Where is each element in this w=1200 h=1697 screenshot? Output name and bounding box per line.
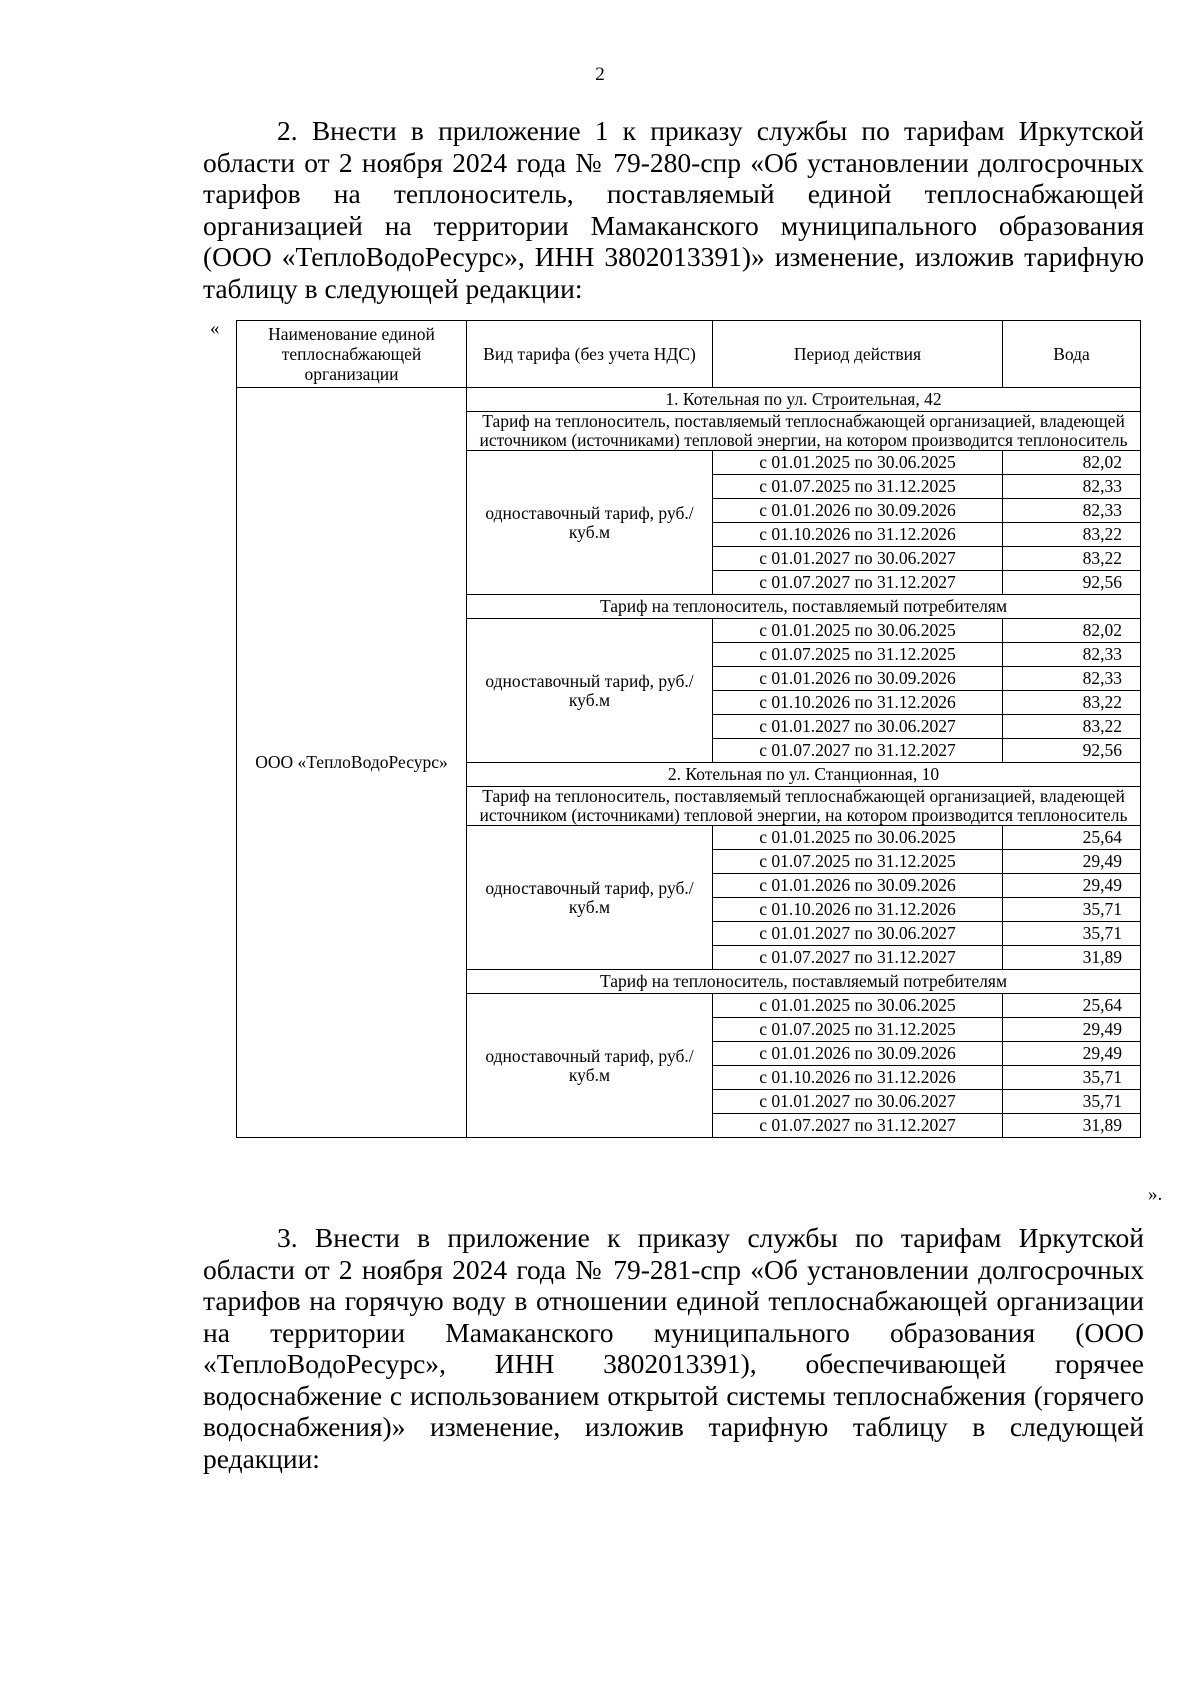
- water-value-cell: 25,64: [1003, 826, 1141, 850]
- group-caption: Тариф на теплоноситель, поставляемый потребителям: [467, 970, 1141, 994]
- water-value-cell: 29,49: [1003, 1018, 1141, 1042]
- tariff-type-cell: одноставочный тариф, руб./куб.м: [467, 619, 713, 763]
- water-value-cell: 82,02: [1003, 619, 1141, 643]
- group-caption: Тариф на теплоноситель, поставляемый теплоснабжающей организацией, владеющей источником (источниками) тепловой энергии, на котором производится теплоноситель: [467, 412, 1141, 451]
- water-value-cell: 35,71: [1003, 922, 1141, 946]
- paragraph-3-text: 3. Внести в приложение к приказу службы по тарифам Иркутской области от 2 ноября 2024 года № 79-281-спр «Об установлении долгосрочных тарифов на горячую воду в отношении единой теплоснабжающей организации на территории Мамаканского муниципального образования (ООО «ТеплоВодоРесурс», ИНН 3802013391), обеспечивающей горячее водоснабжение с использованием открытой системы теплоснабжения (горячего водоснабжения)» изменение, изложив тарифную таблицу в следующей редакции:: [203, 1222, 1144, 1474]
- organization-cell: ООО «ТеплоВодоРесурс»: [237, 388, 467, 1138]
- period-cell: с 01.07.2027 по 31.12.2027: [713, 946, 1003, 970]
- table-header-row: [237, 321, 1141, 388]
- period-cell: с 01.01.2027 по 30.06.2027: [713, 922, 1003, 946]
- period-cell: с 01.07.2027 по 31.12.2027: [713, 739, 1003, 763]
- paragraph-3: [203, 1222, 1144, 1474]
- water-value-cell: 83,22: [1003, 715, 1141, 739]
- water-value-cell: 92,56: [1003, 739, 1141, 763]
- period-cell: с 01.01.2026 по 30.09.2026: [713, 499, 1003, 523]
- header-organization: Наименование единой теплоснабжающей организации: [237, 321, 467, 388]
- water-value-cell: 82,33: [1003, 667, 1141, 691]
- period-cell: с 01.10.2026 по 31.12.2026: [713, 898, 1003, 922]
- section-title-row: [237, 388, 1141, 412]
- water-value-cell: 35,71: [1003, 898, 1141, 922]
- water-value-cell: 83,22: [1003, 523, 1141, 547]
- period-cell: с 01.01.2025 по 30.06.2025: [713, 826, 1003, 850]
- water-value-cell: 82,33: [1003, 499, 1141, 523]
- water-value-cell: 83,22: [1003, 547, 1141, 571]
- group-caption: Тариф на теплоноситель, поставляемый теплоснабжающей организацией, владеющей источником (источниками) тепловой энергии, на котором производится теплоноситель: [467, 787, 1141, 826]
- water-value-cell: 29,49: [1003, 874, 1141, 898]
- water-value-cell: 25,64: [1003, 994, 1141, 1018]
- water-value-cell: 92,56: [1003, 571, 1141, 595]
- paragraph-2-text: 2. Внести в приложение 1 к приказу службы по тарифам Иркутской области от 2 ноября 2024 года № 79-280-спр «Об установлении долгосрочных тарифов на теплоноситель, поставляемый единой теплоснабжающей организацией на территории Мамаканского муниципального образования (ООО «ТеплоВодоРесурс», ИНН 3802013391)» изменение, изложив тарифную таблицу в следующей редакции:: [203, 115, 1144, 304]
- period-cell: с 01.01.2026 по 30.09.2026: [713, 1042, 1003, 1066]
- water-value-cell: 82,02: [1003, 451, 1141, 475]
- tariff-type-cell: одноставочный тариф, руб./куб.м: [467, 994, 713, 1138]
- water-value-cell: 29,49: [1003, 850, 1141, 874]
- period-cell: с 01.07.2025 по 31.12.2025: [713, 1018, 1003, 1042]
- header-tariff-type: Вид тарифа (без учета НДС): [467, 321, 713, 388]
- water-value-cell: 35,71: [1003, 1066, 1141, 1090]
- page-number: 2: [595, 64, 605, 85]
- water-value-cell: 82,33: [1003, 643, 1141, 667]
- period-cell: с 01.01.2025 по 30.06.2025: [713, 994, 1003, 1018]
- period-cell: с 01.01.2027 по 30.06.2027: [713, 1090, 1003, 1114]
- period-cell: с 01.07.2027 по 31.12.2027: [713, 571, 1003, 595]
- tariff-type-cell: одноставочный тариф, руб./куб.м: [467, 826, 713, 970]
- period-cell: с 01.01.2026 по 30.09.2026: [713, 667, 1003, 691]
- period-cell: с 01.07.2027 по 31.12.2027: [713, 1114, 1003, 1138]
- water-value-cell: 29,49: [1003, 1042, 1141, 1066]
- water-value-cell: 35,71: [1003, 1090, 1141, 1114]
- tariff-table-body: [237, 388, 1141, 1138]
- section-title: 1. Котельная по ул. Строительная, 42: [467, 388, 1141, 412]
- section-title: 2. Котельная по ул. Станционная, 10: [467, 763, 1141, 787]
- period-cell: с 01.01.2025 по 30.06.2025: [713, 619, 1003, 643]
- water-value-cell: 82,33: [1003, 475, 1141, 499]
- header-water: Вода: [1003, 321, 1141, 388]
- period-cell: с 01.01.2027 по 30.06.2027: [713, 547, 1003, 571]
- header-period: Период действия: [713, 321, 1003, 388]
- period-cell: с 01.01.2025 по 30.06.2025: [713, 451, 1003, 475]
- tariff-table: [236, 320, 1141, 1138]
- period-cell: с 01.07.2025 по 31.12.2025: [713, 850, 1003, 874]
- period-cell: с 01.10.2026 по 31.12.2026: [713, 523, 1003, 547]
- water-value-cell: 83,22: [1003, 691, 1141, 715]
- quote-close: ».: [1148, 1184, 1163, 1205]
- tariff-type-cell: одноставочный тариф, руб./куб.м: [467, 451, 713, 595]
- period-cell: с 01.07.2025 по 31.12.2025: [713, 475, 1003, 499]
- paragraph-2: [203, 115, 1144, 304]
- period-cell: с 01.10.2026 по 31.12.2026: [713, 691, 1003, 715]
- period-cell: с 01.10.2026 по 31.12.2026: [713, 1066, 1003, 1090]
- period-cell: с 01.01.2026 по 30.09.2026: [713, 874, 1003, 898]
- group-caption: Тариф на теплоноситель, поставляемый потребителям: [467, 595, 1141, 619]
- period-cell: с 01.07.2025 по 31.12.2025: [713, 643, 1003, 667]
- water-value-cell: 31,89: [1003, 1114, 1141, 1138]
- water-value-cell: 31,89: [1003, 946, 1141, 970]
- period-cell: с 01.01.2027 по 30.06.2027: [713, 715, 1003, 739]
- quote-open: «: [210, 318, 220, 339]
